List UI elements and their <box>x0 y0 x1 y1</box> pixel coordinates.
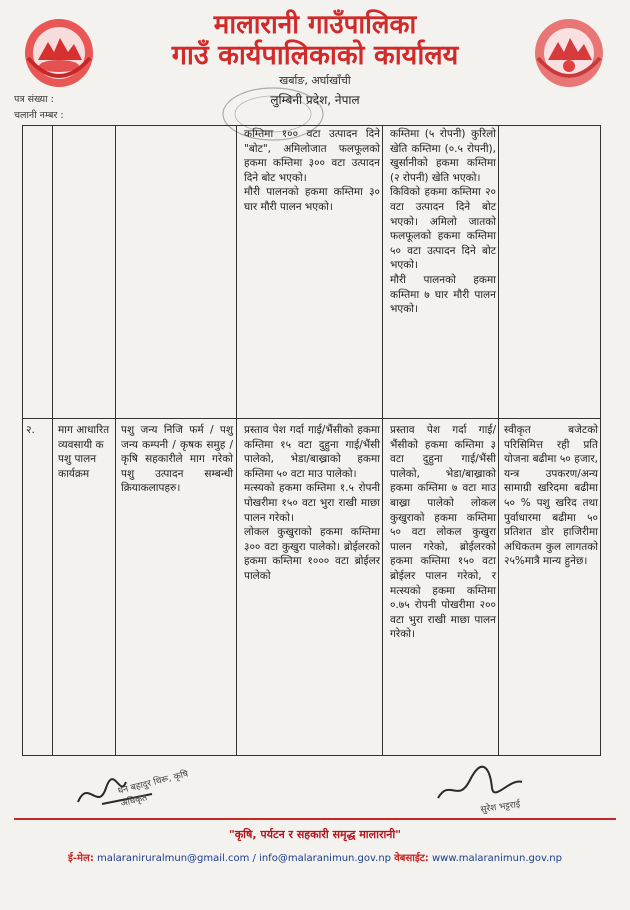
criteria-text: प्रस्ताव पेश गर्दा गाई/भैंसीको हकमा कम्तिमा ३ वटा दुहुना गाई/भैंसी पालेको, भेडा/बाख्राको हकमा कम्तिमा ७ वटा माउ बाख्रा पालेको लोकल कुखुराको हकमा कम्तिमा ५० वटा लोकल कुखुरा पालन गरेको, ब्रोईलरको हकमा कम्तिमा १५० वटा ब्रोईलर पालन गरेको, र मत्स्यको हकमा कम्तिमा ०.७५ रोपनी पोखरीमा २०० वटा भुरा राखी माछा पालन गरेको। <box>390 424 496 641</box>
criteria-table <box>22 125 601 756</box>
table-border <box>382 125 383 756</box>
office-name: गाउँ कार्यपालिकाको कार्यालय <box>171 40 459 71</box>
address-province: लुम्बिनी प्रदेश, नेपाल <box>270 93 360 107</box>
row2-target-group: पशु जन्य निजि फर्म / पशु जन्य कम्पनी / कृषक समुह / कृषि सहकारीले माग गरेको पशु उत्पादन सम्बन्धी क्रियाकलापहरु। <box>121 424 233 495</box>
table-border <box>236 125 237 756</box>
row1-local-criteria <box>390 127 496 317</box>
row-divider <box>22 418 601 419</box>
row2-serial-number: २. <box>26 424 35 436</box>
footer-contact <box>0 850 630 864</box>
row2-proposal-criteria <box>244 423 380 584</box>
table-border <box>52 125 53 756</box>
row2-local-criteria <box>390 423 496 642</box>
footer-divider <box>14 818 616 820</box>
row1-proposal-criteria <box>244 127 380 215</box>
right-signature-name: सुरेश भट्टराई <box>479 799 521 816</box>
table-border <box>600 125 601 756</box>
left-signature-name: धन बहादुर थिरू, कृषि अधिकृत <box>116 769 190 810</box>
criteria-text: कम्तिमा (५ रोपनी) कुरिलो खेति कम्तिमा (०.५ रोपनी), खुर्सानीको हकमा कम्तिमा (२ रोपनी) खेति भएको। <box>390 128 496 184</box>
table-border <box>22 755 601 756</box>
criteria-text: मौरी पालनको हकमा कम्तिमा ७ घार मौरी पालन भएको। <box>390 273 496 316</box>
dispatch-number-label: चलानी नम्बर : <box>14 110 64 121</box>
table-border <box>115 125 116 756</box>
criteria-text: मत्स्यको हकमा कम्तिमा १.५ रोपनी पोखरीमा १५० वटा भुरा राखी माछा पालन गरेको। <box>244 482 380 524</box>
criteria-text: प्रस्ताव पेश गर्दा गाई/भैंसीको हकमा कम्तिमा १५ वटा दुहुना गाई/भैंसी पालेको, भेडा/बाख्राको हकमा कम्तिमा ५० वटा माउ पालेको। <box>244 424 380 480</box>
website-label: वेबसाईट: <box>394 853 429 864</box>
municipality-name: मालारानी गाउँपालिका <box>213 10 417 40</box>
footer-motto: "कृषि, पर्यटन र सहकारी समृद्ध मालारानी" <box>229 828 401 841</box>
criteria-text: मौरी पालनको हकमा कम्तिमा ३० घार मौरी पालन भएको। <box>244 186 380 213</box>
email-value[interactable]: malaraniruralmun@gmail.com / info@malaranimun.gov.np <box>97 853 392 864</box>
table-border <box>498 125 499 756</box>
criteria-text: कम्तिमा १०० वटा उत्पादन दिने "बोट", अमिलोजात फलफूलको हकमा कम्तिमा ३०० वटा उत्पादन दिने बोट भएको। <box>244 128 380 184</box>
letter-number-label: पत्र संख्या : <box>14 94 54 105</box>
address-district: खर्बाङ, अर्घाखाँची <box>279 74 351 87</box>
email-label: ई-मेल: <box>68 853 94 864</box>
table-border <box>22 125 23 756</box>
table-border <box>22 125 601 126</box>
website-value[interactable]: www.malaranimun.gov.np <box>431 853 562 864</box>
row2-program-name: माग आधारित व्यवसायी क पशु पालन कार्यक्रम <box>58 424 110 480</box>
row2-budget-limit <box>504 423 598 569</box>
budget-text: स्वीकृत बजेटको परिसिमित्त रही प्रति योजना बढीमा ५० हजार, यन्त्र उपकरण/अन्य सामाग्री खरिदमा बढीमा ५० % पशु खरिद तथा पुर्वाधारमा बढीमा ५० प्रतिशत डोर हाजिरीमा अधिकतम कुल लागतको २५%मात्रै मान्य हुनेछ। <box>504 424 598 568</box>
criteria-text: किविको हकमा कम्तिमा २० वटा उत्पादन दिने बोट भएको। अमिलो जातको फलफूलको हकमा कम्तिमा ५० वटा उत्पादन दिने बोट भएको। <box>390 186 496 272</box>
criteria-text: लोकल कुखुराको हकमा कम्तिमा ३०० वटा कुखुरा पालेको। ब्रोईलरको हकमा कम्तिमा १००० वटा ब्रोईलर पालेको <box>244 526 380 582</box>
